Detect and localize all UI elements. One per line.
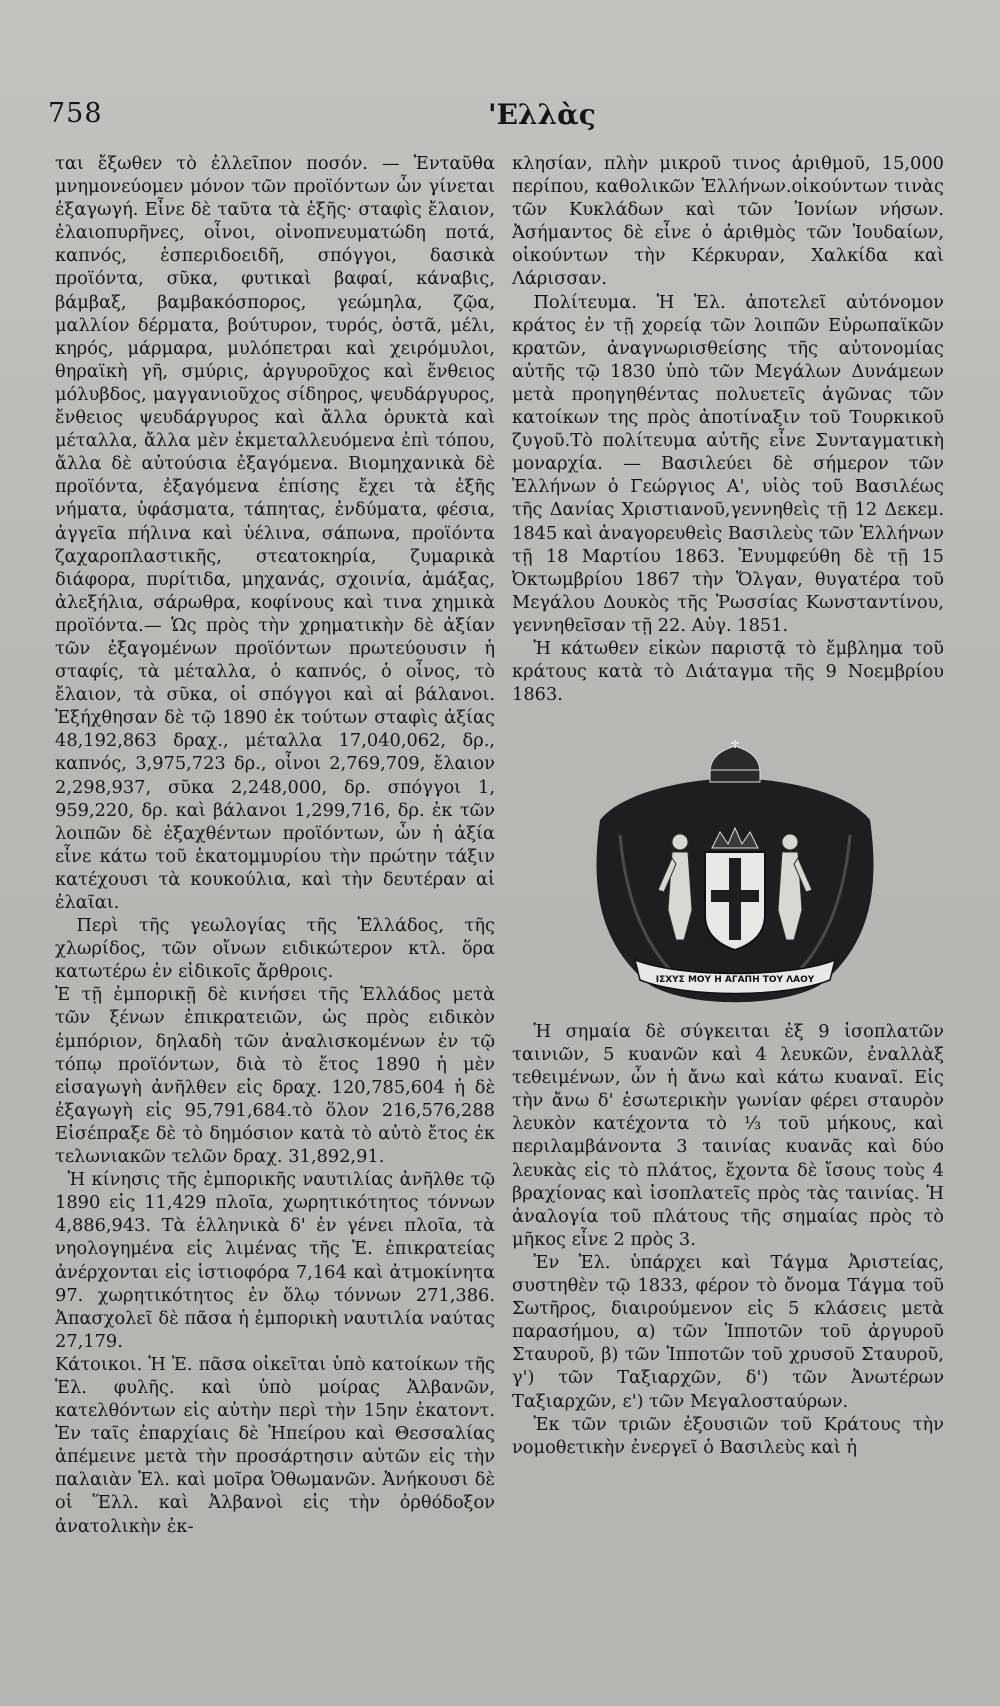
page-header [48,98,960,138]
paragraph-geology: Περὶ τῆς γεωλογίας τῆς Ἑλλάδος, τῆς χλωρίδος, τῶν οἴνων ειδικώτερον κτλ. ὅρα κατωτέρω ἐν εἰδικοῖς ἄρθροις. [55,915,495,983]
paragraph-polity: Πολίτευμα. Ἡ Ἑλ. ἀποτελεῖ αὐτόνομον κράτος ἐν τῇ χορείᾳ τῶν λοιπῶν Εὐρωπαϊκῶν κρατῶν, ἀναγνωρισθείσης τῆς αὐτονομίας αὐτῆς τῷ 1830 ὑπὸ τῶν Μεγάλων Δυνάμεων μετὰ προηγηθέντας πολυετεῖς ἀγῶνας τῶν κατοίκων της πρὸς ἀποτίναξιν τοῦ Τουρκικοῦ ζυγοῦ.Τὸ πολίτευμα αὐτῆς εἶνε Συνταγματικὴ μοναρχία. — Βασιλεύει δὲ σήμερον τῶν Ἑλλήνων ὁ Γεώργιος Α', υἱὸς τοῦ Βασιλέως τῆς Δανίας Χριστιανοῦ,γεννηθεὶς τῇ 12 Δεκεμ. 1845 καὶ ἀναγορευθεὶς Βασιλεὺς τῶν Ἑλλήνων τῇ 18 Μαρτίου 1863. Ἐνυμφεύθη δὲ τῇ 15 Ὀκτωμβρίου 1867 τὴν Ὄλγαν, θυγατέρα τοῦ Μεγάλου Δουκὸς τῆς Ῥωσσίας Κωνσταντίνου, γεννηθεῖσαν τῇ 22. Αὐγ. 1851. [512,291,944,636]
running-head: 'Ελλὰς [488,98,596,131]
paragraph-emblem-caption: Ἡ κάτωθεν εἰκὼν παριστᾷ τὸ ἔμβλημα τοῦ κράτους κατὰ τὸ Διάταγμα τῆς 9 Νοεμβρίου 1863. [512,637,944,706]
page-number: 758 [48,98,103,129]
left-column [55,152,495,1538]
crown-icon [710,740,760,782]
paragraph-trade: Ἐ τῇ ἐμπορικῇ δὲ κινήσει τῆς Ἑλλάδος μετὰ τῶν ξένων ἐπικρατειῶν, ὡς πρὸς ειδικὸν ἐμπόριον, δηλαδὴ τῶν ἀναλισκομένων ἐν τῷ τόπῳ προϊόντων, διὰ τὸ ἔτος 1890 ἡ μὲν εἰσαγωγὴ ἀνῆλθεν εἰς δραχ. 120,785,604 ἡ δὲ ἐξαγωγὴ εἰς 95,791,684.τὸ ὅλον 216,576,288 Εἰσέπραξε δὲ τὸ δημόσιον κατὰ τὸ αὐτὸ ἔτος ἐκ τελωνιακῶν τελῶν δραχ. 31,892,91. [55,984,495,1168]
coat-of-arms-illustration [580,740,890,1012]
paragraph-shipping: Ἡ κίνησις τῆς ἐμπορικῆς ναυτιλίας ἀνῆλθε τῷ 1890 εἰς 11,429 πλοῖα, χωρητικότητος τόννων 4,886,943. Τὰ ἑλληνικὰ δ' ἐν γένει πλοῖα, τὰ νηολογημένα εἰς λιμένας τῆς Ἑ. ἐπικρατείας ἀνέρχονται εἰς ἱστιοφόρα 7,164 καὶ ἀτμοκίνητα 97. χωρητικότητος ἐν ὅλῳ τόννων 271,386. Ἀπασχολεῖ δὲ πᾶσα ἡ ἐμπορικὴ ναυτιλία ναύτας 27,179. [55,1169,495,1352]
paragraph-powers: Ἐκ τῶν τριῶν ἐξουσιῶν τοῦ Κράτους τὴν νομοθετικὴν ἐνεργεῖ ὁ Βασιλεὺς καὶ ἡ [512,1413,944,1458]
right-column-lower [512,1020,944,1459]
motto-text: ΙΣΧΥΣ ΜΟΥ Η ΑΓΑΠΗ ΤΟΥ ΛΑΟΥ [655,975,815,985]
paragraph-flag: Ἡ σημαία δὲ σύγκειται ἐξ 9 ἰσοπλατῶν ταινιῶν, 5 κυανῶν καὶ 4 λευκῶν, ἐναλλὰξ τεθειμένων, ὧν ἡ ἄνω καὶ κάτω κυαναῖ. Εἰς τὴν ἄνω δ' ἐσωτερικὴν γωνίαν φέρει σταυρὸν λευκὸν κατέχοντα τὸ ⅓ τοῦ μήκους, καὶ περιλαμβάνοντα 3 ταινίας κυανᾶς καὶ δύο λευκὰς εἰς τὸ πλάτος, ἔχοντα δὲ ἴσους τοὺς 4 βραχίονας καὶ ἰσοπλατεῖς πρὸς τὰς ταινίας. Ἡ ἀναλογία τοῦ πλάτους τῆς σημαίας πρὸς τὸ μῆκος εἶνε 2 πρὸς 3. [512,1021,944,1250]
paragraph-order: Ἐν Ἑλ. ὑπάρχει καὶ Τάγμα Ἀριστείας, συστηθὲν τῷ 1833, φέρον τὸ ὄνομα Τάγμα τοῦ Σωτῆρος, διαιρούμενον εἰς 5 κλάσεις μετὰ παρασήμου, α) τῶν Ἱπποτῶν τοῦ ἀργυροῦ Σταυροῦ, β) τῶν Ἱπποτῶν τοῦ χρυσοῦ Σταυροῦ, γ') τῶν Ταξιαρχῶν, δ') τῶν Ἀνωτέρων Ταξιαρχῶν, ε') τῶν Μεγαλοσταύρων. [512,1251,944,1412]
paragraph-inhabitants: Κάτοικοι. Ἡ Ἑ. πᾶσα οἰκεῖται ὑπὸ κατοίκων τῆς Ἑλ. φυλῆς. καὶ ὑπὸ μοίρας Ἀλβανῶν, κατελθόντων εἰς αὐτὴν περὶ τὴν 15ην ἑκατοντ. Ἐν ταῖς ἐπαρχίαις δὲ Ἠπείρου καὶ Θεσσαλίας ἀπέμεινε μετὰ τὴν προσάρτησιν αὐτῶν εἰς τὴν παλαιὰν Ἑλ. καὶ μοῖρα Ὀθωμανῶν. Ἀνήκουσι δὲ οἱ Ἕλλ. καὶ Ἀλβανοὶ εἰς τὴν ὀρθόδοξον ἀνατολικὴν ἐκ- [55,1353,495,1537]
paragraph-religion: κλησίαν, πλὴν μικροῦ τινος ἀριθμοῦ, 15,000 περίπου, καθολικῶν Ἑλλήνων.οἰκούντων τινὰς τῶν Κυκλάδων καὶ τῶν Ἰονίων νήσων. Ἀσήμαντος δὲ εἶνε ὁ ἀριθμὸς τῶν Ἰουδαίων, οἰκούντων τὴν Κέρκυραν, Χαλκίδα καὶ Λάρισσαν. [512,153,944,290]
paragraph-exports: ται ἔξωθεν τὸ ἐλλεῖπον ποσόν. — Ἐνταῦθα μνημονεύομεν μόνον τῶν προϊόντων ὧν γίνεται ἐξαγωγή. Εἶνε δὲ ταῦτα τὰ ἑξῆς· σταφὶς ἔλαιον, ἐλαιοπυρῆνες, οἶνοι, οἰνοπνευματώδη ποτά, καπνός, ἑσπεριδοειδῆ, σπόγγοι, δασικὰ προϊόντα, σῦκα, φυτικαὶ βαφαί, κάναβις, βάμβαξ, βαμβακόσπορος, γεώμηλα, ζῷα, μαλλίον δέρματα, βούτυρον, τυρός, ὀστᾶ, μέλι, κηρός, μάρμαρα, μυλόπετραι καὶ χειρόμυλοι, θηραϊκὴ γῆ, σμύρις, ἀργυροῦχος καὶ ἔνθειος μόλυβδος, μαγγανιοῦχος σίδηρος, ψευδάργυρος, ἔνθειος ψευδάργυρος καὶ ἄλλα ὀρυκτὰ καὶ μέταλλα, ἄλλα μὲν ἐκμεταλλευόμενα ἐπὶ τόπου, ἄλλα δὲ αὐτούσια ἐξαγόμενα. Βιομηχανικὰ δὲ προϊόντα, ἐξαγόμενα ἐπίσης ἔχει τὰ ἑξῆς νήματα, ὑφάσματα, τάπητας, ἐνδύματα, φέσια, ἀγγεῖα πήλινα καὶ ὑέλινα, σάπωνα, προϊόντα ζαχαροπλαστικῆς, στεατοκηρία, ζυμαρικὰ διάφορα, πυρίτιδα, μηχανάς, σχοινία, ἁμάξας, ἀλεξήλια, σάρωθρα, κοφίνους καὶ τινα χημικὰ προϊόντα.— Ὡς πρὸς τὴν χρηματικὴν δὲ ἀξίαν τῶν ἐξαγομένων προϊόντων πρωτεύουσιν ἡ σταφίς, τὰ μέταλλα, ὁ καπνός, ὁ οἶνος, τὸ ἔλαιον, τὰ σῦκα, οἱ σπόγγοι καὶ αἱ βάλανοι. Ἐξήχθησαν δὲ τῷ 1890 ἐκ τούτων σταφὶς ἀξίας 48,192,863 δραχ., μέταλλα 17,040,062, δρ., καπνός, 3,975,723 δρ., οἶνοι 2,769,709, ἔλαιον 2,298,937, σῦκα 2,248,000, δρ. σπόγγοι 1, 959,220, δρ. καὶ βάλανοι 1,299,716, δρ. ἐκ τῶν λοιπῶν δὲ ἐξαχθέντων προϊόντων, ὧν ἡ ἀξία εἶνε κάτω τοῦ ἑκατομμυρίου τὴν πρώτην τάξιν κατέχουσι τὰ κουκούλια, καὶ τὴν δευτέραν αἱ ἐλαῖαι. [55,153,495,913]
right-column-upper [512,152,944,706]
